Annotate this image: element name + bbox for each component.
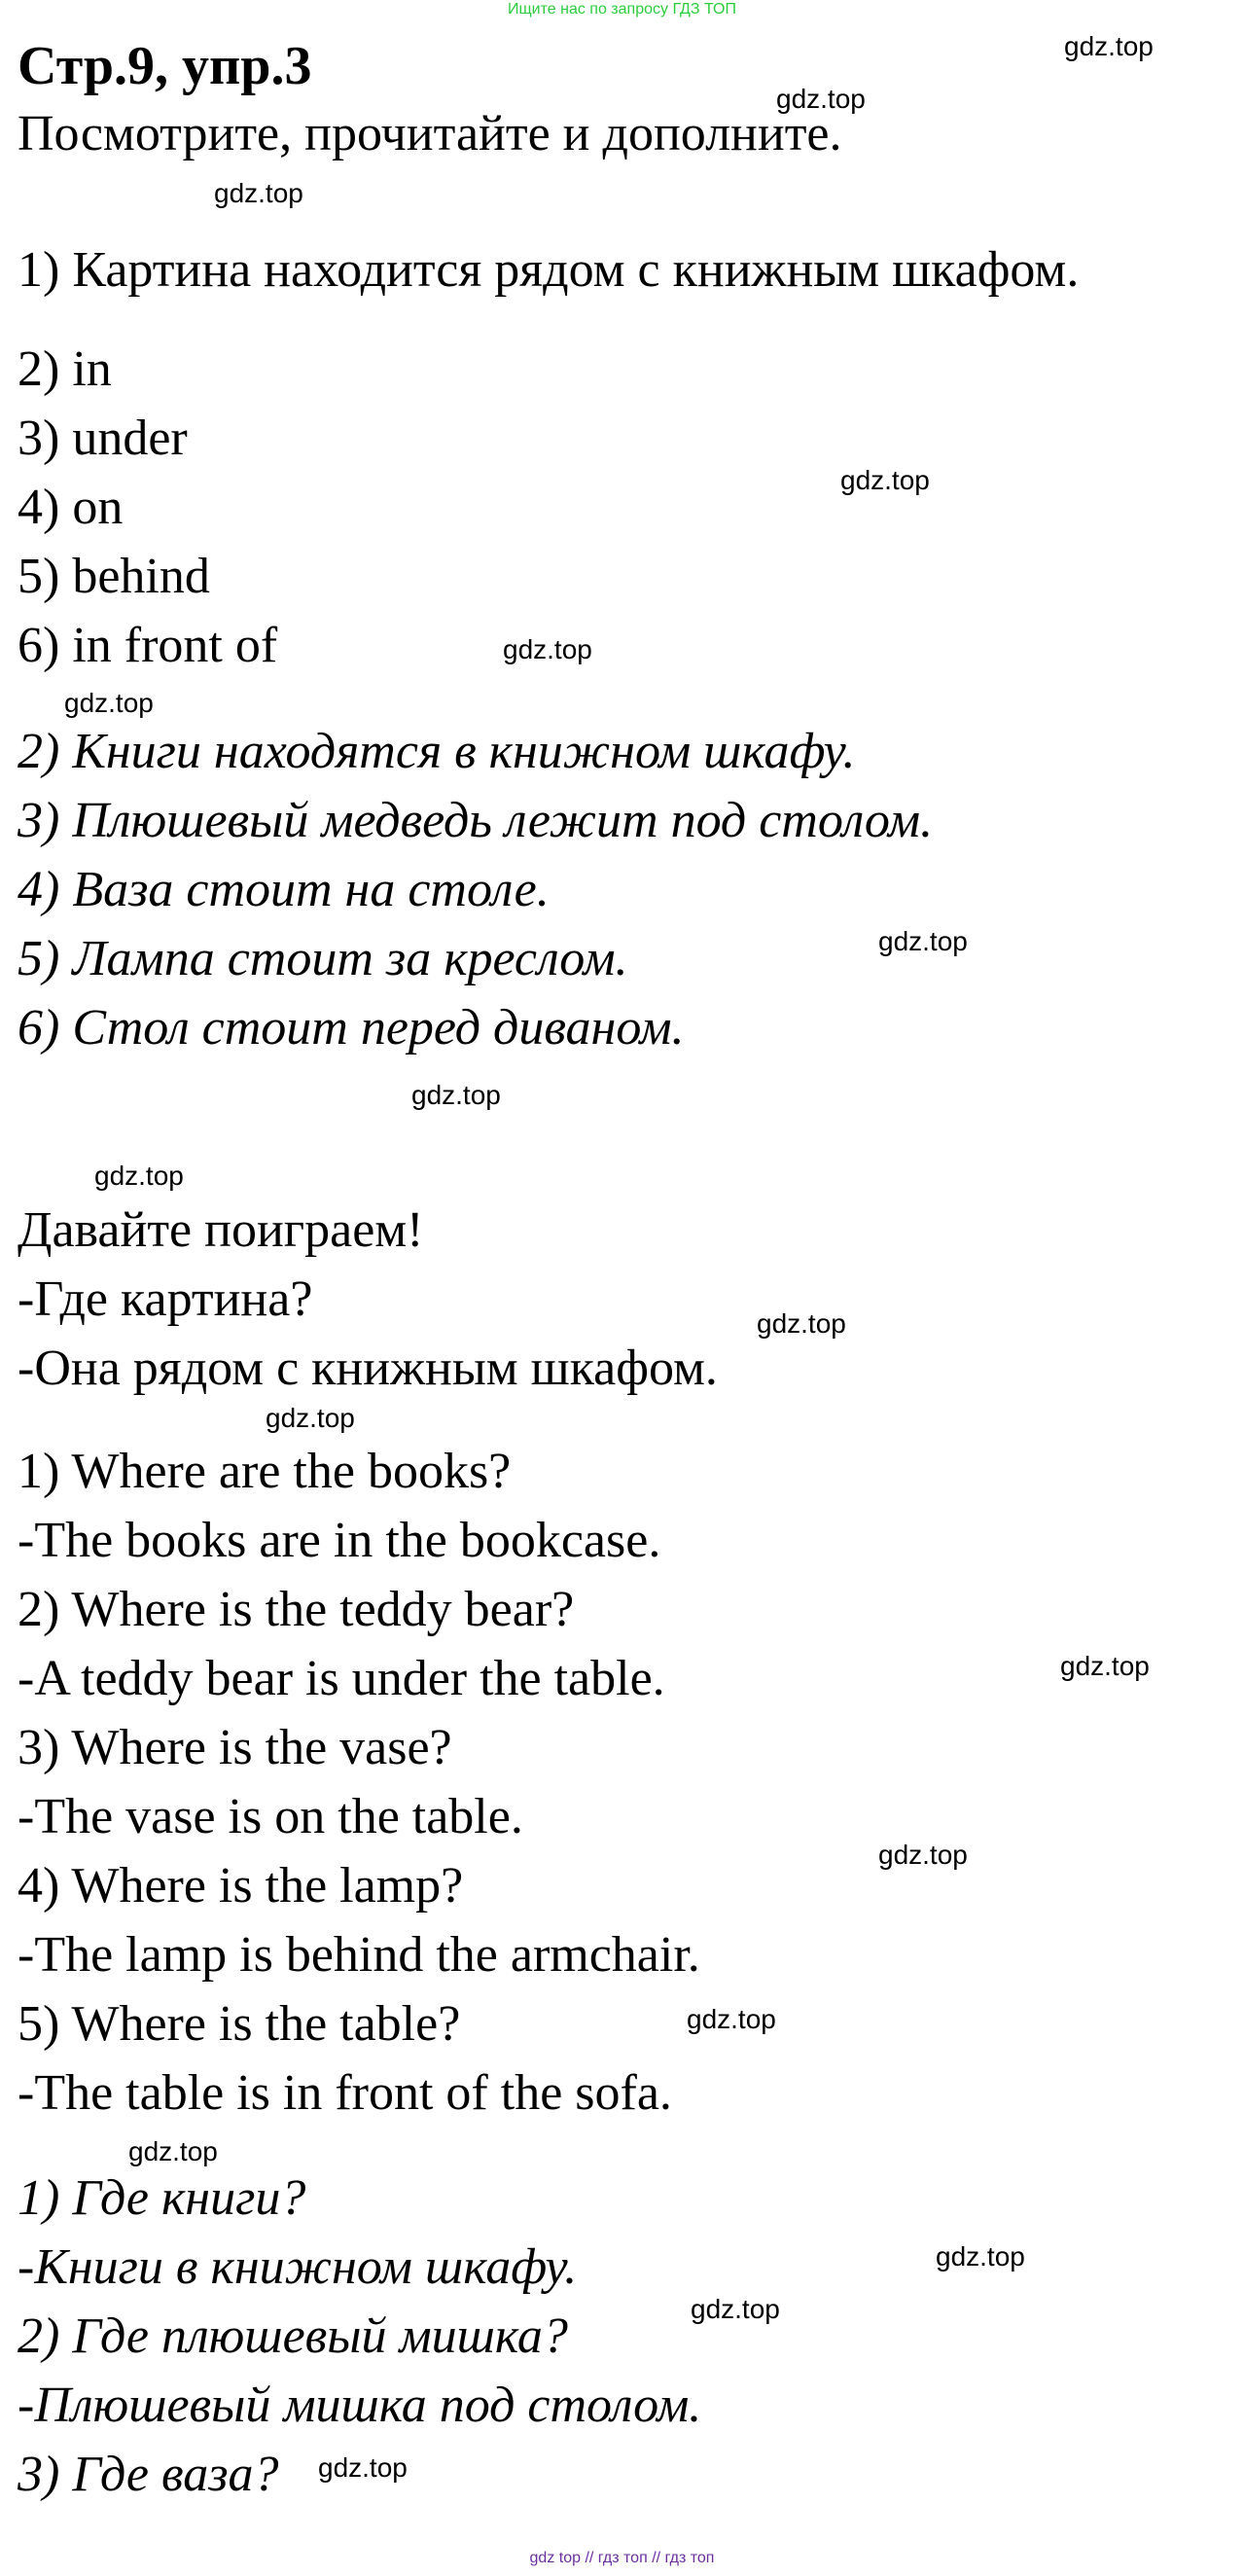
watermark: gdz.top [936, 2241, 1025, 2272]
dialogue-translation-line: -Книги в книжном шкафу. [18, 2239, 578, 2295]
watermark: gdz.top [318, 2452, 408, 2483]
page-title: Стр.9, упр.3 [18, 36, 312, 96]
watermark: gdz.top [1064, 31, 1154, 61]
watermark: gdz.top [757, 1308, 846, 1339]
watermark: gdz.top [687, 2004, 776, 2034]
dialogue-line: 2) Where is the teddy bear? [18, 1582, 575, 1637]
translation-item: 4) Ваза стоит на столе. [18, 862, 550, 917]
watermark: gdz.top [214, 178, 303, 208]
translation-item: 3) Плюшевый медведь лежит под столом. [18, 793, 934, 848]
watermark: gdz.top [64, 688, 154, 718]
dialogue-line: 3) Where is the vase? [18, 1720, 452, 1775]
dialogue-line: 1) Where are the books? [18, 1444, 512, 1499]
watermark: gdz.top [411, 1080, 501, 1110]
game-heading: Давайте поиграем! [18, 1202, 424, 1258]
translation-item: 5) Лампа стоит за креслом. [18, 931, 628, 986]
watermark: gdz.top [94, 1161, 184, 1191]
watermark: gdz.top [128, 2136, 218, 2166]
game-question: -Где картина? [18, 1271, 313, 1327]
sentence-1: 1) Картина находится рядом с книжным шкафом. [18, 242, 1080, 298]
watermark: gdz.top [878, 1840, 968, 1870]
dialogue-translation-line: 3) Где ваза? [18, 2447, 279, 2502]
answer-item: 6) in front of [18, 618, 278, 673]
watermark: gdz.top [503, 634, 592, 664]
footer-links[interactable]: gdz top // гдз топ // гдз топ [529, 2550, 715, 2566]
dialogue-line: -The table is in front of the sofa. [18, 2065, 672, 2121]
dialogue-line: 4) Where is the lamp? [18, 1858, 464, 1914]
game-answer: -Она рядом с книжным шкафом. [18, 1341, 718, 1396]
watermark: gdz.top [1060, 1651, 1150, 1681]
dialogue-line: -The lamp is behind the armchair. [18, 1927, 700, 1983]
top-banner[interactable]: Ищите нас по запросу ГДЗ ТОП [508, 1, 736, 18]
translation-item: 2) Книги находятся в книжном шкафу. [18, 724, 856, 779]
translation-item: 6) Стол стоит перед диваном. [18, 1000, 685, 1055]
watermark: gdz.top [776, 84, 866, 114]
dialogue-line: -The vase is on the table. [18, 1789, 523, 1844]
watermark: gdz.top [266, 1403, 355, 1433]
answer-item: 2) in [18, 341, 112, 397]
answer-item: 3) under [18, 411, 188, 466]
dialogue-translation-line: -Плюшевый мишка под столом. [18, 2378, 702, 2433]
dialogue-line: 5) Where is the table? [18, 1996, 461, 2052]
watermark: gdz.top [691, 2294, 780, 2324]
answer-item: 5) behind [18, 549, 210, 604]
answer-item: 4) on [18, 480, 124, 535]
dialogue-translation-line: 2) Где плюшевый мишка? [18, 2308, 568, 2364]
watermark: gdz.top [878, 926, 968, 956]
dialogue-line: -A teddy bear is under the table. [18, 1651, 665, 1706]
instruction: Посмотрите, прочитайте и дополните. [18, 106, 842, 161]
dialogue-translation-line: 1) Где книги? [18, 2170, 306, 2226]
dialogue-line: -The books are in the bookcase. [18, 1513, 661, 1568]
watermark: gdz.top [840, 465, 930, 495]
